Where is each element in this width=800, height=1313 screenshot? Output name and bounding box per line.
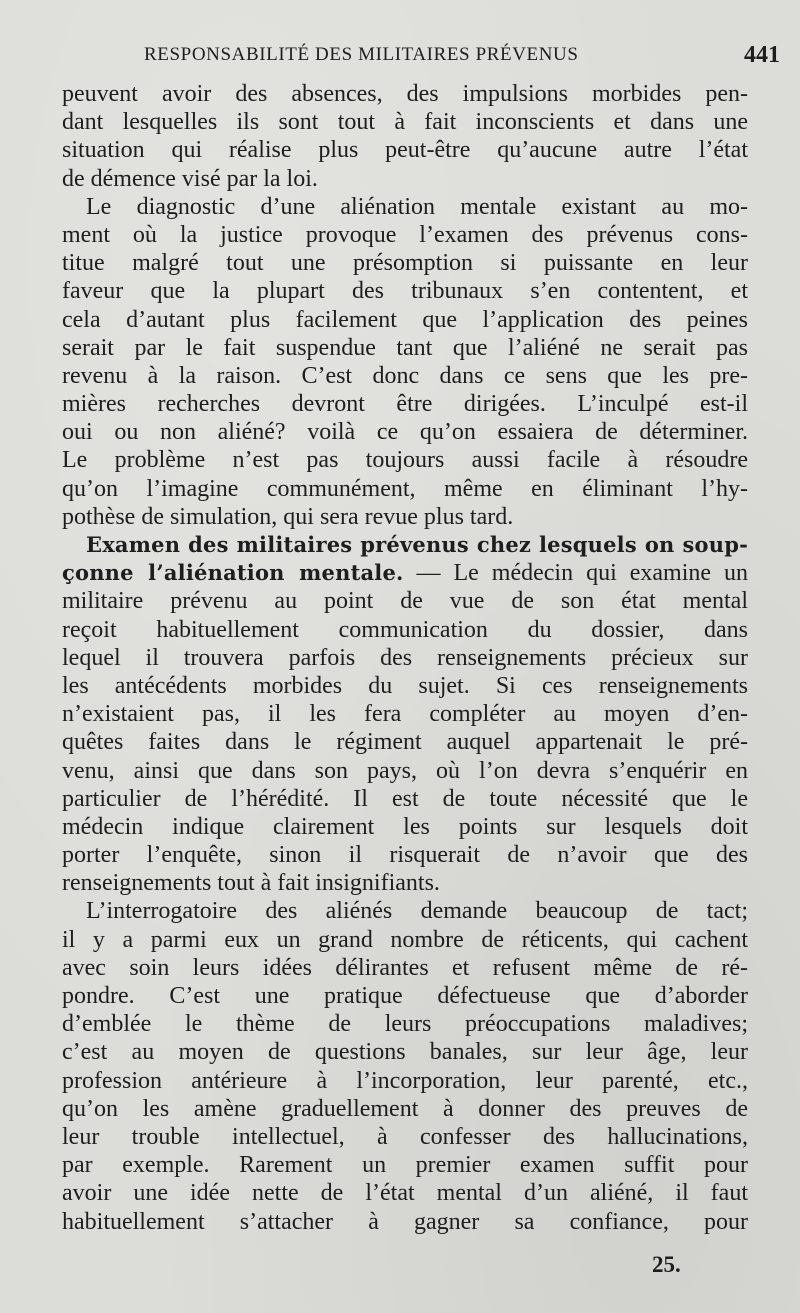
section-heading-line [62, 531, 748, 559]
text-line: particulier de l’hérédité. Il est de toute nécessité que le [62, 785, 748, 812]
text-line: militaire prévenu au point de vue de son état mental [62, 588, 748, 615]
text-line: venu, ainsi que dans son pays, où l’on devra s’enquérir en [62, 757, 748, 784]
text-line: situation qui réalise plus peut-être qu’aucune autre l’état [62, 137, 748, 164]
text-line: les antécédents morbides du sujet. Si ces renseignements [62, 672, 748, 699]
signature-mark: 25. [652, 1252, 681, 1277]
text-line: il y a parmi eux un grand nombre de réticents, qui cachent [62, 926, 748, 953]
running-head: RESPONSABILITÉ DES MILITAIRES PRÉVENUS [144, 44, 579, 65]
text-line: pondre. C’est une pratique défectueuse que d’aborder [62, 983, 748, 1009]
body-text [62, 80, 748, 1236]
text-line: lequel il trouvera parfois des renseignements précieux sur [62, 644, 748, 671]
text-line: Le problème n’est pas toujours aussi facile à résoudre [62, 447, 748, 474]
text-line: de démence visé par la loi. [62, 165, 318, 192]
text-line: avoir une idée nette de l’état mental d’un aliéné, il faut [62, 1180, 748, 1207]
text-line: profession antérieure à l’incorporation, leur parenté, etc., [62, 1067, 748, 1094]
text-line: avec soin leurs idées délirantes et refusent même de ré- [62, 954, 748, 981]
text-line: revenu à la raison. C’est donc dans ce sens que les pre- [62, 362, 748, 389]
text-line: titue malgré tout une présomption si puissante en leur [62, 250, 748, 277]
text-line: peuvent avoir des absences, des impulsions morbides pen- [62, 81, 748, 107]
text-line: n’existaient pas, il les fera compléter au moyen d’en- [62, 701, 748, 728]
text-line: leur trouble intellectuel, à confesser des hallucinations, [62, 1123, 748, 1150]
section-heading-continued: çonne l’aliénation mentale. [62, 560, 404, 586]
text-run: — Le médecin qui examine un [403, 560, 748, 587]
text-line: d’emblée le thème de leurs préoccupations maladives; [62, 1011, 748, 1038]
text-line: cela d’autant plus facilement que l’application des peines [62, 306, 748, 333]
text-line: serait par le fait suspendue tant que l’aliéné ne serait pas [62, 334, 748, 361]
page-header [144, 42, 780, 72]
section-heading: Examen des militaires prévenus chez lesquels on soup- [86, 532, 748, 557]
text-line: L’interrogatoire des aliénés demande beaucoup de tact; [86, 898, 748, 925]
text-line: qu’on les amène graduellement à donner des preuves de [62, 1095, 748, 1122]
text-line: dant lesquelles ils sont tout à fait inconscients et dans une [62, 109, 748, 136]
text-line: reçoit habituellement communication du dossier, dans [62, 616, 748, 643]
text-line: porter l’enquête, sinon il risquerait de n’avoir que des [62, 842, 748, 869]
page-number: 441 [744, 42, 780, 68]
text-line: oui ou non aliéné? voilà ce qu’on essaiera de déterminer. [62, 419, 748, 446]
text-line: renseignements tout à fait insignifiants. [62, 870, 440, 897]
text-line [62, 559, 748, 587]
text-line: habituellement s’attacher à gagner sa confiance, pour [62, 1208, 748, 1235]
text-line: ment où la justice provoque l’examen des prévenus cons- [62, 221, 748, 248]
text-line: c’est au moyen de questions banales, sur leur âge, leur [62, 1039, 748, 1066]
text-line: mières recherches devront être dirigées. L’inculpé est-il [62, 391, 748, 418]
text-line: quêtes faites dans le régiment auquel appartenait le pré- [62, 729, 748, 756]
text-line: par exemple. Rarement un premier examen suffit pour [62, 1152, 748, 1179]
text-line: Le diagnostic d’une aliénation mentale existant au mo- [86, 193, 748, 220]
text-line: qu’on l’imagine communément, même en éliminant l’hy- [62, 475, 748, 502]
text-line: médecin indique clairement les points sur lesquels doit [62, 813, 748, 840]
text-line: pothèse de simulation, qui sera revue plus tard. [62, 503, 514, 530]
text-line: faveur que la plupart des tribunaux s’en contentent, et [62, 278, 748, 305]
